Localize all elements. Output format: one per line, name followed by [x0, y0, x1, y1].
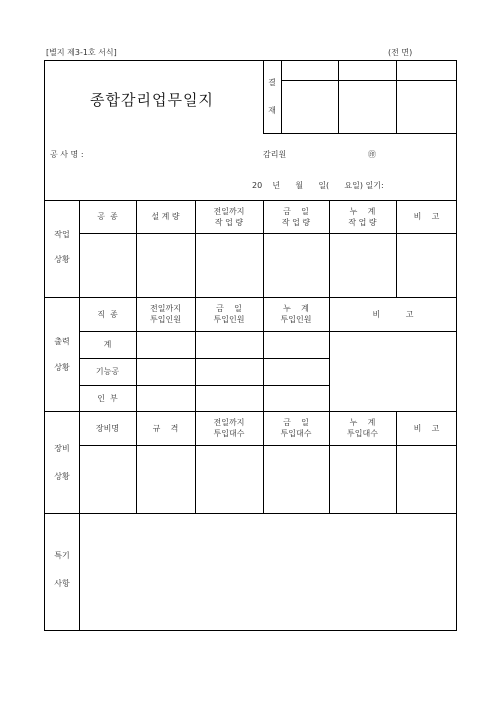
project-name-label: 공 사 명 : [50, 150, 84, 159]
equipment-header-remarks: 비 고 [413, 423, 440, 433]
work-section-label-2: 상황 [54, 255, 70, 264]
work-header-prev: 전일까지 작 업 량 [213, 206, 245, 227]
special-section-label-2: 사항 [54, 579, 70, 588]
work-section-label-1: 작업 [54, 230, 70, 239]
date-weather-line: 20 년 월 일( 요일) 일기: [252, 181, 384, 190]
equipment-header-name: 장비명 [95, 423, 120, 433]
labor-section-label-1: 출력 [54, 337, 70, 346]
labor-header-remarks: 비 고 [372, 309, 414, 319]
equipment-header-total: 누 계 투입대수 [347, 418, 378, 438]
equipment-header-prev: 전일까지 투입대수 [213, 418, 245, 438]
supervisor-label: 감리원 [263, 150, 287, 159]
labor-row-laborer: 인 부 [97, 393, 118, 403]
form-number: [별지 제3-1호 서식] [46, 48, 117, 57]
approval-char-1: 결 [268, 78, 276, 87]
equipment-header-today: 금 일 투입대수 [280, 418, 312, 438]
equipment-section-label-2: 상황 [54, 472, 70, 481]
work-header-design: 설 계 량 [151, 212, 180, 221]
approval-char-2: 재 [268, 106, 276, 115]
labor-header-today: 금 일 투입인원 [213, 304, 245, 324]
labor-header-total: 누 계 투입인원 [280, 304, 312, 324]
labor-row-skilled: 기능공 [95, 367, 120, 376]
special-section-label-1: 특기 [54, 551, 70, 560]
work-header-total: 누 계 작 업 량 [348, 206, 377, 227]
form-title: 종합감리업무일지 [90, 91, 214, 109]
equipment-section-label-1: 장비 [54, 444, 70, 453]
labor-header-prev: 전일까지 투입인원 [150, 304, 181, 324]
equipment-header-spec: 규 격 [152, 423, 179, 433]
labor-section-label-2: 상황 [54, 363, 70, 372]
work-header-today: 금 일 작 업 량 [281, 206, 311, 227]
labor-row-total: 계 [103, 340, 112, 349]
work-header-remarks: 비 고 [413, 212, 440, 221]
work-header-type: 공 종 [97, 212, 118, 221]
labor-header-job: 직 종 [97, 309, 118, 319]
seal-mark: ㊞ [368, 150, 376, 159]
page-side-label: (전 면) [388, 48, 413, 57]
